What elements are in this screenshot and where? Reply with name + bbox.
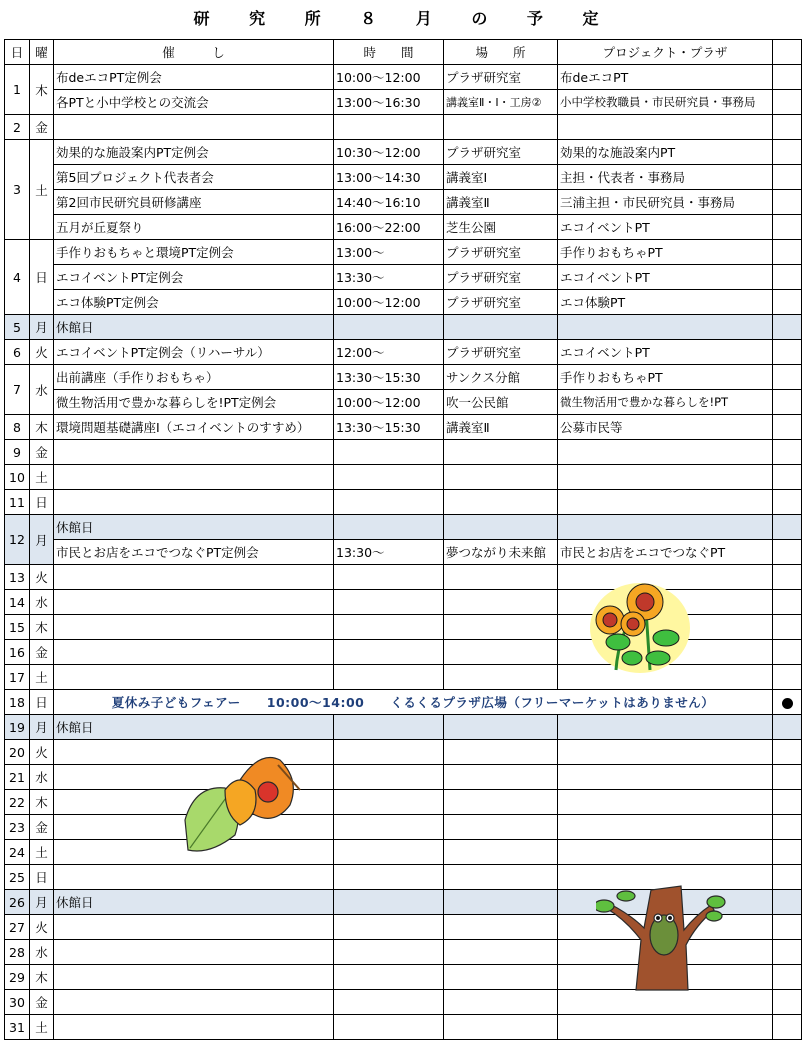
day-cell: 18: [5, 690, 30, 715]
weekday-cell: 日: [30, 490, 54, 515]
weekday-cell: 木: [30, 790, 54, 815]
table-row: [5, 990, 802, 1015]
place-cell: プラザ研究室: [444, 340, 558, 365]
header-weekday: 曜: [30, 40, 54, 65]
weekday-cell: 土: [30, 140, 54, 240]
weekday-cell: 木: [30, 65, 54, 115]
event-cell: 出前講座（手作りおもちゃ）: [54, 365, 334, 390]
day-cell: 15: [5, 615, 30, 640]
weekday-cell: 土: [30, 1015, 54, 1040]
weekday-cell: 土: [30, 665, 54, 690]
table-row: [5, 1015, 802, 1040]
event-cell: 休館日: [54, 315, 334, 340]
place-cell: プラザ研究室: [444, 65, 558, 90]
day-cell: 24: [5, 840, 30, 865]
event-cell: 効果的な施設案内PT定例会: [54, 140, 334, 165]
day-cell: 1: [5, 65, 30, 115]
time-cell: 13:30～15:30: [334, 415, 444, 440]
day-cell: 26: [5, 890, 30, 915]
day-cell: 21: [5, 765, 30, 790]
header-place: 場 所: [444, 40, 558, 65]
project-cell: 公募市民等: [558, 415, 773, 440]
place-cell: プラザ研究室: [444, 140, 558, 165]
event-cell: 環境問題基礎講座Ⅰ（エコイベントのすすめ）: [54, 415, 334, 440]
dot-marker-icon: [782, 698, 793, 709]
day-cell: 6: [5, 340, 30, 365]
day-cell: 29: [5, 965, 30, 990]
weekday-cell: 金: [30, 990, 54, 1015]
event-cell: 第5回プロジェクト代表者会: [54, 165, 334, 190]
table-row: [5, 390, 802, 415]
table-row: [5, 115, 802, 140]
project-cell: 布deエコPT: [558, 65, 773, 90]
event-cell: 五月が丘夏祭り: [54, 215, 334, 240]
weekday-cell: 木: [30, 615, 54, 640]
project-cell: 手作りおもちゃPT: [558, 240, 773, 265]
table-row: [5, 790, 802, 815]
mark-cell: [773, 65, 802, 90]
project-cell: エコイベントPT: [558, 340, 773, 365]
time-cell: 13:30～: [334, 265, 444, 290]
day-cell: 7: [5, 365, 30, 415]
table-row: [5, 815, 802, 840]
table-row: [5, 540, 802, 565]
table-row: [5, 440, 802, 465]
weekday-cell: 水: [30, 765, 54, 790]
place-cell: プラザ研究室: [444, 265, 558, 290]
place-cell: 講義室Ⅱ・Ⅰ・工房②: [444, 90, 558, 115]
day-cell: 11: [5, 490, 30, 515]
header-time: 時 間: [334, 40, 444, 65]
weekday-cell: 日: [30, 240, 54, 315]
weekday-cell: 木: [30, 415, 54, 440]
event-cell: 市民とお店をエコでつなぐPT定例会: [54, 540, 334, 565]
project-cell: 主担・代表者・事務局: [558, 165, 773, 190]
table-row: [5, 190, 802, 215]
table-row: [5, 290, 802, 315]
weekday-cell: 月: [30, 890, 54, 915]
event-cell: 各PTと小中学校との交流会: [54, 90, 334, 115]
event-cell: 微生物活用で豊かな暮らしを!PT定例会: [54, 390, 334, 415]
table-row: [5, 240, 802, 265]
event-cell: 休館日: [54, 890, 334, 915]
time-cell: 13:00～14:30: [334, 165, 444, 190]
time-cell: 10:00～12:00: [334, 65, 444, 90]
event-cell: 休館日: [54, 515, 334, 540]
event-cell: エコイベントPT定例会（リハーサル）: [54, 340, 334, 365]
table-row: [5, 315, 802, 340]
table-row: [5, 490, 802, 515]
day-cell: 12: [5, 515, 30, 565]
weekday-cell: 月: [30, 515, 54, 565]
project-cell: 手作りおもちゃPT: [558, 365, 773, 390]
weekday-cell: 月: [30, 715, 54, 740]
header-mark: [773, 40, 802, 65]
place-cell: サンクス分館: [444, 365, 558, 390]
place-cell: 講義室Ⅱ: [444, 190, 558, 215]
table-row: [5, 140, 802, 165]
table-row: [5, 765, 802, 790]
day-cell: 16: [5, 640, 30, 665]
day-cell: 5: [5, 315, 30, 340]
place-cell: プラザ研究室: [444, 290, 558, 315]
event-cell: 布deエコPT定例会: [54, 65, 334, 90]
weekday-cell: 金: [30, 115, 54, 140]
weekday-cell: 水: [30, 365, 54, 415]
day-cell: 9: [5, 440, 30, 465]
table-row: [5, 90, 802, 115]
day-cell: 10: [5, 465, 30, 490]
day-cell: 28: [5, 940, 30, 965]
weekday-cell: 火: [30, 740, 54, 765]
project-cell: 三浦主担・市民研究員・事務局: [558, 190, 773, 215]
tree-cicada-icon: [596, 880, 726, 992]
day-cell: 4: [5, 240, 30, 315]
time-cell: 13:30～: [334, 540, 444, 565]
special-event-banner: 夏休み子どもフェアー 10:00～14:00 くるくるプラザ広場（フリーマーケットはありません）: [54, 690, 773, 715]
page-title: 研 究 所 ８ 月 の 予 定: [193, 9, 616, 28]
weekday-cell: 土: [30, 840, 54, 865]
project-cell: エコ体験PT: [558, 290, 773, 315]
table-row: [5, 740, 802, 765]
day-cell: 25: [5, 865, 30, 890]
sunflower-icon: [588, 580, 693, 675]
event-cell: 休館日: [54, 715, 334, 740]
weekday-cell: 金: [30, 815, 54, 840]
mark-cell: [773, 90, 802, 115]
leaves-icon: [180, 750, 305, 860]
header-event: 催 し: [54, 40, 334, 65]
header-day: 日: [5, 40, 30, 65]
project-cell: 効果的な施設案内PT: [558, 140, 773, 165]
table-row: [5, 65, 802, 90]
day-cell: 31: [5, 1015, 30, 1040]
time-cell: 13:00～16:30: [334, 90, 444, 115]
table-row: [5, 265, 802, 290]
time-cell: 10:00～12:00: [334, 290, 444, 315]
day-cell: 14: [5, 590, 30, 615]
project-cell: エコイベントPT: [558, 215, 773, 240]
table-row: [5, 690, 802, 715]
time-cell: 10:00～12:00: [334, 390, 444, 415]
table-row: [5, 215, 802, 240]
place-cell: プラザ研究室: [444, 240, 558, 265]
mark-cell: [773, 690, 802, 715]
day-cell: 27: [5, 915, 30, 940]
day-cell: 3: [5, 140, 30, 240]
project-cell: 小中学校教職員・市民研究員・事務局: [558, 90, 773, 115]
weekday-cell: 火: [30, 915, 54, 940]
time-cell: 13:30～15:30: [334, 365, 444, 390]
weekday-cell: 月: [30, 315, 54, 340]
table-row: [5, 515, 802, 540]
day-cell: 8: [5, 415, 30, 440]
day-cell: 17: [5, 665, 30, 690]
weekday-cell: 水: [30, 590, 54, 615]
day-cell: 13: [5, 565, 30, 590]
place-cell: 吹一公民館: [444, 390, 558, 415]
day-cell: 22: [5, 790, 30, 815]
time-cell: 12:00～: [334, 340, 444, 365]
day-cell: 2: [5, 115, 30, 140]
event-cell: 手作りおもちゃと環境PT定例会: [54, 240, 334, 265]
project-cell: エコイベントPT: [558, 265, 773, 290]
weekday-cell: 日: [30, 690, 54, 715]
day-cell: 23: [5, 815, 30, 840]
event-cell: エコ体験PT定例会: [54, 290, 334, 315]
header-project: プロジェクト・プラザ: [558, 40, 773, 65]
weekday-cell: 火: [30, 565, 54, 590]
day-cell: 19: [5, 715, 30, 740]
project-cell: 微生物活用で豊かな暮らしを!PT: [558, 390, 773, 415]
weekday-cell: 日: [30, 865, 54, 890]
place-cell: 講義室Ⅰ: [444, 165, 558, 190]
weekday-cell: 水: [30, 940, 54, 965]
time-cell: 13:00～: [334, 240, 444, 265]
time-cell: 14:40～16:10: [334, 190, 444, 215]
weekday-cell: 火: [30, 340, 54, 365]
place-cell: 講義室Ⅱ: [444, 415, 558, 440]
weekday-cell: 金: [30, 640, 54, 665]
place-cell: 芝生公園: [444, 215, 558, 240]
event-cell: 第2回市民研究員研修講座: [54, 190, 334, 215]
place-cell: 夢つながり未来館: [444, 540, 558, 565]
time-cell: 16:00～22:00: [334, 215, 444, 240]
table-row: [5, 340, 802, 365]
time-cell: 10:30～12:00: [334, 140, 444, 165]
weekday-cell: 土: [30, 465, 54, 490]
table-row: [5, 465, 802, 490]
header-row: [5, 40, 802, 65]
table-row: [5, 415, 802, 440]
weekday-cell: 木: [30, 965, 54, 990]
table-row: [5, 840, 802, 865]
table-row: [5, 365, 802, 390]
weekday-cell: 金: [30, 440, 54, 465]
day-cell: 20: [5, 740, 30, 765]
table-row: [5, 715, 802, 740]
day-cell: 30: [5, 990, 30, 1015]
project-cell: 市民とお店をエコでつなぐPT: [558, 540, 773, 565]
table-row: [5, 165, 802, 190]
event-cell: エコイベントPT定例会: [54, 265, 334, 290]
